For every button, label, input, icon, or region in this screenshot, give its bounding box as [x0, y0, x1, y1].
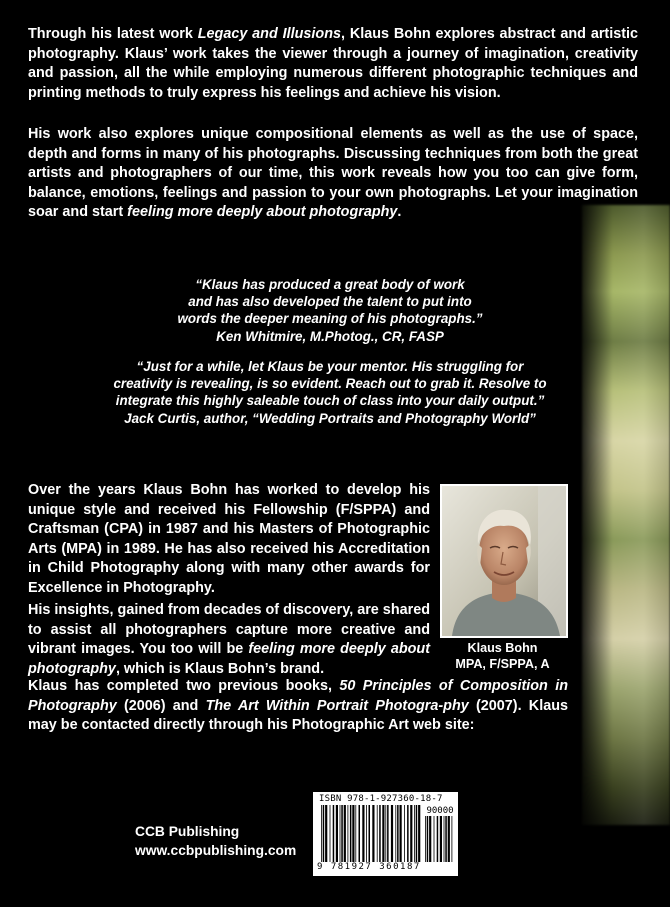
quote-line: words the deeper meaning of his photographs.”	[177, 311, 483, 327]
quote-whitmire	[40, 276, 620, 345]
quote-line: integrate this highly saleable touch of class into your daily output.”	[115, 393, 545, 409]
barcode-bar	[379, 805, 381, 862]
barcode-bar	[359, 805, 361, 862]
barcode-bar	[366, 805, 367, 862]
publisher-website: www.ccbpublishing.com	[135, 843, 297, 858]
barcode-bar	[330, 805, 331, 862]
previous-book-title: The Art Within Portrait Photogra-phy	[205, 697, 469, 714]
author-credentials: MPA, F/SPPA, A	[455, 657, 550, 671]
barcode-bar	[395, 805, 396, 862]
author-name: Klaus Bohn	[467, 641, 538, 655]
barcode-bar	[427, 816, 429, 862]
barcode-bar	[404, 805, 405, 862]
barcode-bar	[410, 805, 412, 862]
barcode-bar	[452, 816, 453, 862]
brand-phrase: feeling more deeply about photography	[28, 641, 430, 677]
barcode-bar	[425, 816, 426, 862]
publisher-name: CCB Publishing	[135, 824, 240, 839]
quote-author: Jack Curtis, author, “Wedding Portraits and Photography World”	[124, 410, 536, 426]
barcode-bar	[344, 805, 346, 862]
intro-text-end: , Klaus Bohn explores abstract and artistic photography. Klaus’ work takes the viewer through a journey of imagination, creativity and passion, all the while employing numerous different photographic techniques and printing methods to truly express his feelings and achieve his vision.	[28, 26, 639, 101]
barcode-bar	[348, 805, 349, 862]
price-code-label: 90000	[426, 806, 454, 816]
barcode-bar	[429, 816, 431, 862]
brand-phrase: feeling more deeply about photography	[127, 204, 398, 221]
quote-line: “Just for a while, let Klaus be your mentor. His struggling for	[136, 359, 524, 374]
barcode-bar	[444, 816, 445, 862]
books-text-middle: (2006) and	[116, 697, 206, 714]
intro-text-start: Through his latest work	[28, 26, 198, 42]
books-text-start: Klaus has completed two previous books,	[28, 678, 340, 694]
barcode-bar	[382, 805, 384, 862]
previous-books-paragraph	[28, 677, 568, 736]
insights-text-end: , which is Klaus Bohn’s brand.	[115, 660, 325, 677]
quote-line: “Klaus has produced a great body of work	[195, 277, 465, 292]
barcode-bar	[333, 805, 335, 862]
barcode-bar	[323, 805, 325, 862]
barcode-bar	[341, 805, 343, 862]
barcode-bar	[385, 805, 386, 862]
author-caption	[430, 640, 575, 672]
composition-text-start: His work also explores unique compositional elements as well as the use of space, depth and forms in many of his photographs. Discussing techniques from both the great artists and photographers of our time, this work reveals how you too can give form, balance, emotions, feelings and passion to your own photographs. Let your imagination soar and start	[28, 126, 638, 221]
barcode-bar	[437, 816, 439, 862]
barcode-bar	[325, 805, 327, 862]
quote-author: Ken Whitmire, M.Photog., CR, FASP	[216, 328, 444, 344]
barcode-bar	[369, 805, 371, 862]
insights-text-start: His insights, gained from decades of discovery, are shared to assist all photographers capture more creative and vibrant images. You too will be	[28, 602, 431, 658]
author-photo	[440, 484, 568, 638]
barcode-bar	[377, 805, 378, 862]
barcode-bar	[407, 805, 409, 862]
barcode-bar	[416, 805, 418, 862]
barcode-bar	[352, 805, 354, 862]
barcode-bar	[350, 805, 352, 862]
insights-paragraph	[28, 601, 430, 679]
barcode-bar	[400, 805, 402, 862]
barcode-bar	[362, 805, 364, 862]
barcode-bar	[445, 816, 447, 862]
ean-digits: 9 781927 360187	[317, 862, 421, 872]
isbn-barcode	[313, 792, 458, 876]
composition-text-end: .	[397, 204, 402, 221]
barcode-bar	[434, 816, 435, 862]
publisher-block	[135, 822, 296, 860]
barcode-bar	[418, 805, 420, 862]
barcode-bar	[372, 805, 374, 862]
barcode-bar	[321, 805, 322, 862]
book-title: Legacy and Illusions	[197, 26, 341, 42]
barcode-bar	[340, 805, 341, 862]
intro-paragraph	[28, 25, 638, 103]
composition-paragraph	[28, 125, 638, 223]
barcode-bar	[391, 805, 393, 862]
barcode-bar	[440, 816, 442, 862]
books-text-end: (2007). Klaus may be contacted directly through his Photographic Art web site:	[28, 697, 568, 734]
quote-line: creativity is revealing, is so evident. Reach out to grab it. Resolve to	[113, 376, 547, 392]
isbn-label: ISBN 978-1-927360-18-7	[319, 794, 443, 804]
quote-curtis	[40, 358, 620, 427]
barcode-bar	[448, 816, 450, 862]
barcode-bar	[387, 805, 389, 862]
quote-line: and has also developed the talent to put into	[188, 294, 472, 310]
credentials-paragraph: Over the years Klaus Bohn has worked to develop his unique style and received his Fellowship (F/SPPA) and Craftsman (CPA) in 1987 and his Masters of Photographic Arts (MPA) in 1989. He has also received his Accreditation in Child Photography along with many other awards for Excellence in Photography.	[28, 482, 430, 596]
barcode-bar	[397, 805, 399, 862]
barcode-bar	[336, 805, 338, 862]
barcode-bar	[355, 805, 356, 862]
barcode-bar	[414, 805, 415, 862]
author-portrait-image	[442, 486, 566, 636]
previous-book-title: 50 Principles of Composition in Photography	[28, 678, 568, 714]
